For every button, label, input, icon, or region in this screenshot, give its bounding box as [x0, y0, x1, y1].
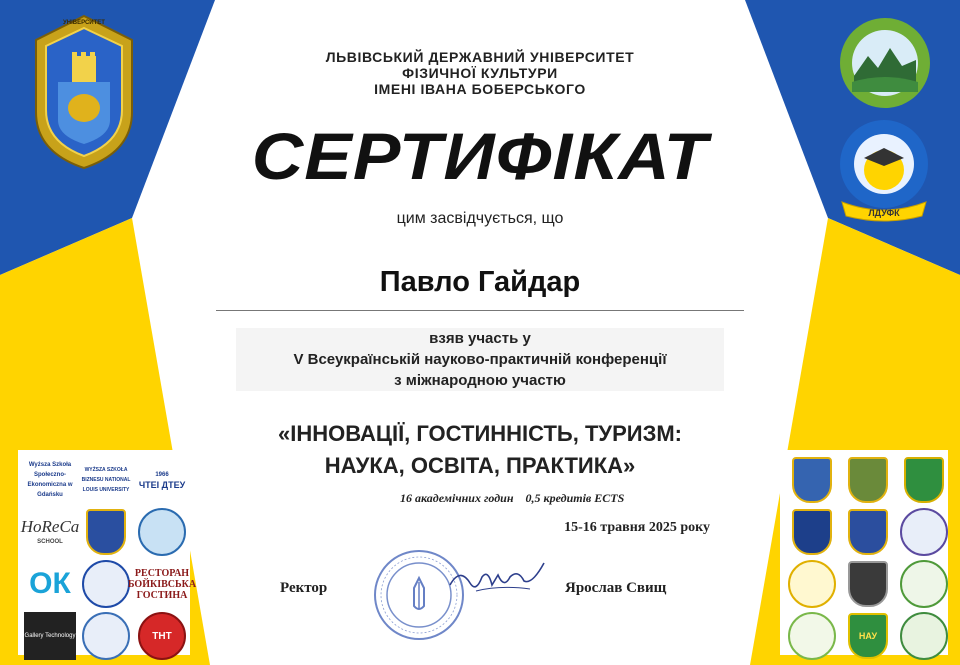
- academy-seal-logo: [80, 612, 132, 660]
- conference-title-line: «ІННОВАЦІЇ, ГОСТИННІСТЬ, ТУРИЗМ:: [277, 421, 683, 446]
- wyzsza-szkola-logo: Wyższa Szkoła Społeczno-Ekonomiczna w Gdańsku: [27, 462, 73, 498]
- partner-crest-4: [786, 508, 838, 556]
- tnt-icon: ТНТ: [138, 612, 186, 660]
- participation-line: V Всеукраїнській науково-практичній конференції: [293, 351, 667, 368]
- partner-logos-right: [780, 450, 948, 655]
- university-name-line: ІМЕНІ ІВАНА БОБЕРСЬКОГО: [374, 81, 586, 97]
- partner-crest-5: [842, 508, 894, 556]
- rector-label: Ректор: [280, 580, 328, 596]
- conference-title: [190, 418, 770, 482]
- nau-logo: [842, 612, 894, 660]
- partner-crest-2: [842, 456, 894, 504]
- crest-icon: [848, 509, 888, 555]
- name-underline: [216, 310, 744, 311]
- wyzsza-szkola-biznesu-logo: WYŻSZA SZKOŁA BIZNESU NATIONAL LOUIS UNIVERSITY: [81, 467, 131, 493]
- svg-text:ЛДУФК: ЛДУФК: [868, 208, 900, 218]
- conference-date: 15-16 травня 2025 року: [564, 520, 710, 535]
- computer-icon: [82, 560, 130, 608]
- crest-icon: [900, 560, 948, 608]
- partner-logos-left: [18, 450, 197, 655]
- crest-icon: [788, 612, 836, 660]
- academy-icon: [82, 612, 130, 660]
- crest-icon: [904, 457, 944, 503]
- rector-signature: [440, 555, 550, 605]
- crest-icon: [788, 560, 836, 608]
- university-name-line: ФІЗИЧНОЇ КУЛЬТУРИ: [402, 65, 558, 81]
- eagle-emblem-logo: [136, 508, 188, 556]
- gallery-technology-logo: Gallery Technology: [24, 612, 76, 660]
- hours-credits: [400, 491, 700, 506]
- crest-icon: [900, 612, 948, 660]
- ok-logo: ОК: [29, 567, 71, 600]
- crest-icon: [848, 457, 888, 503]
- recipient-name: Павло Гайдар: [379, 266, 581, 298]
- partner-crest-10: [786, 612, 838, 660]
- crest-icon: [86, 509, 126, 555]
- crest-icon: [792, 509, 832, 555]
- partner-crest-12: [898, 612, 950, 660]
- ects-credits: 0,5 кредитів ECTS: [525, 491, 625, 505]
- academic-hours: 16 академічних годин: [400, 491, 514, 505]
- restaurant-logo: РЕСТОРАН БОЙКІВСЬКА ГОСТИНА: [127, 567, 197, 601]
- university-crest-logo: [80, 508, 132, 556]
- partner-crest-8: [842, 560, 894, 608]
- computer-emblem-logo: [80, 560, 132, 608]
- crest-icon: [900, 508, 948, 556]
- participation-line: з міжнародною участю: [394, 372, 566, 389]
- rector-name: Ярослав Свищ: [565, 580, 667, 596]
- partner-crest-9: [898, 560, 950, 608]
- eagle-icon: [138, 508, 186, 556]
- crest-icon: [792, 457, 832, 503]
- participation-line: взяв участь у: [429, 330, 531, 347]
- university-name: [280, 49, 680, 97]
- hotel-restaurant-department-logo: [834, 118, 934, 222]
- university-emblem-logo: [28, 12, 140, 172]
- dtei-dteu-logo: 1966 ЧТЕІ ДТЕУ: [138, 472, 186, 490]
- certify-text: цим засвідчується, що: [396, 210, 564, 227]
- partner-crest-1: [786, 456, 838, 504]
- horeca-school-logo: HoReCa SCHOOL: [20, 517, 80, 545]
- nau-icon: НАУ: [848, 613, 888, 659]
- partner-crest-7: [786, 560, 838, 608]
- tnt-seal-logo: [136, 612, 188, 660]
- partner-crest-6: [898, 508, 950, 556]
- faculty-tourism-logo: [838, 16, 932, 110]
- certificate-title: СЕРТИФІКАТ: [251, 119, 709, 193]
- university-name-line: ЛЬВІВСЬКИЙ ДЕРЖАВНИЙ УНІВЕРСИТЕТ: [325, 49, 635, 65]
- crest-icon: [848, 561, 888, 607]
- partner-crest-3: [898, 456, 950, 504]
- svg-text:УНІВЕРСИТЕТ: УНІВЕРСИТЕТ: [63, 20, 105, 26]
- participation-text: [236, 328, 724, 391]
- conference-title-line: НАУКА, ОСВІТА, ПРАКТИКА»: [324, 453, 636, 478]
